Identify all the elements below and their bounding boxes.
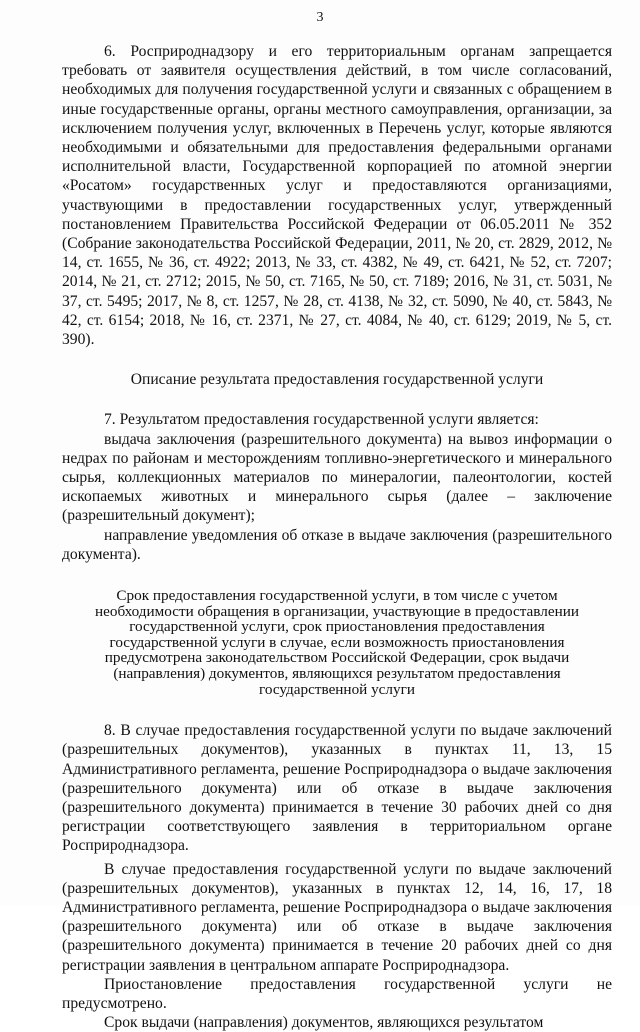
- paragraph-7-item-2: направление уведомления об отказе в выдаче заключения (разрешительного документа).: [62, 526, 612, 563]
- paragraph-8: 8. В случае предоставления государственной услуги по выдаче заключений (разрешительных документов), указанных в пунктах 11, 13, 15 Административного регламента, решение Росприроднадзора о выдаче заключения (разрешительного документа) или об отказе в выдаче заключения (разрешительного документа) принимается в течение 30 рабочих дней со дня регистрации соответствующего заявления в территориальном органе Росприроднадзора.: [62, 722, 612, 855]
- paragraph-7: 7. Результатом предоставления государственной услуги является:: [104, 411, 539, 429]
- document-body: [62, 42, 612, 1032]
- page-number: 3: [316, 10, 324, 25]
- paragraph-8-b: В случае предоставления государственной услуги по выдаче заключений (разрешительных документов), указанных в пунктах 12, 14, 16, 17, 18 Административного регламента, решение Росприроднадзора о выдаче заключения (разрешительного документа) или об отказе в выдаче заключения (разрешительного документа) принимается в течение 20 рабочих дней со дня регистрации заявления в центральном аппарате Росприроднадзора.: [62, 860, 612, 974]
- paragraph-7-item-1: выдача заключения (разрешительного документа) на вывоз информации о недрах по районам и месторождениям топливно-энергетического и минерального сырья, коллекционных материалов по минералогии, палеонтологии, костей ископаемых животных и минерального сырья (далее – заключение (разрешительный документ);: [62, 430, 612, 525]
- paragraph-6: 6. Росприроднадзору и его территориальным органам запрещается требовать от заявителя осуществления действий, в том числе согласований, необходимых для получения государственной услуги и связанных с обращением в иные государственные органы, органы местного самоуправления, организации, за исключением получения услуг, включенных в Перечень услуг, которые являются необходимыми и обязательными для предоставления федеральными органами исполнительной власти, Государственной корпорацией по атомной энергии «Росатом» государственных услуг и предоставляются организациями, участвующими в предоставлении государственных услуг, утвержденный постановлением Правительства Российской Федерации от 06.05.2011 № 352 (Собрание законодательства Российской Федерации, 2011, № 20, ст. 2829, 2012, № 14, ст. 1655, № 36, ст. 4922; 2013, № 33, ст. 4382, № 49, ст. 6421, № 52, ст. 7207; 2014, № 21, ст. 2712; 2015, № 50, ст. 7165, № 50, ст. 7189; 2016, № 31, ст. 5031, № 37, ст. 5495; 2017, № 8, ст. 1257, № 28, ст. 4138, № 32, ст. 5090, № 40, ст. 5843, № 42, ст. 6154; 2018, № 16, ст. 2371, № 27, ст. 4084, № 40, ст. 6129; 2019, № 5, ст. 390).: [62, 43, 612, 349]
- section-heading-term: Срок предоставления государственной услуги, в том числе с учетом необходимости обращения в организации, участвующие в предоставлении государственной услуги, срок приостановления предоставления государственной услуги в случае, если возможность приостановления предусмотрена законодательством Российской Федерации, срок выдачи (направления) документов, являющихся результатом предоставления государственной услуги: [95, 587, 579, 698]
- section-heading-result: Описание результата предоставления государственной услуги: [130, 371, 544, 389]
- paragraph-8-d: Срок выдачи (направления) документов, являющихся результатом: [104, 1014, 544, 1032]
- paragraph-8-c: Приостановление предоставления государственной услуги не предусмотрено.: [62, 975, 612, 1013]
